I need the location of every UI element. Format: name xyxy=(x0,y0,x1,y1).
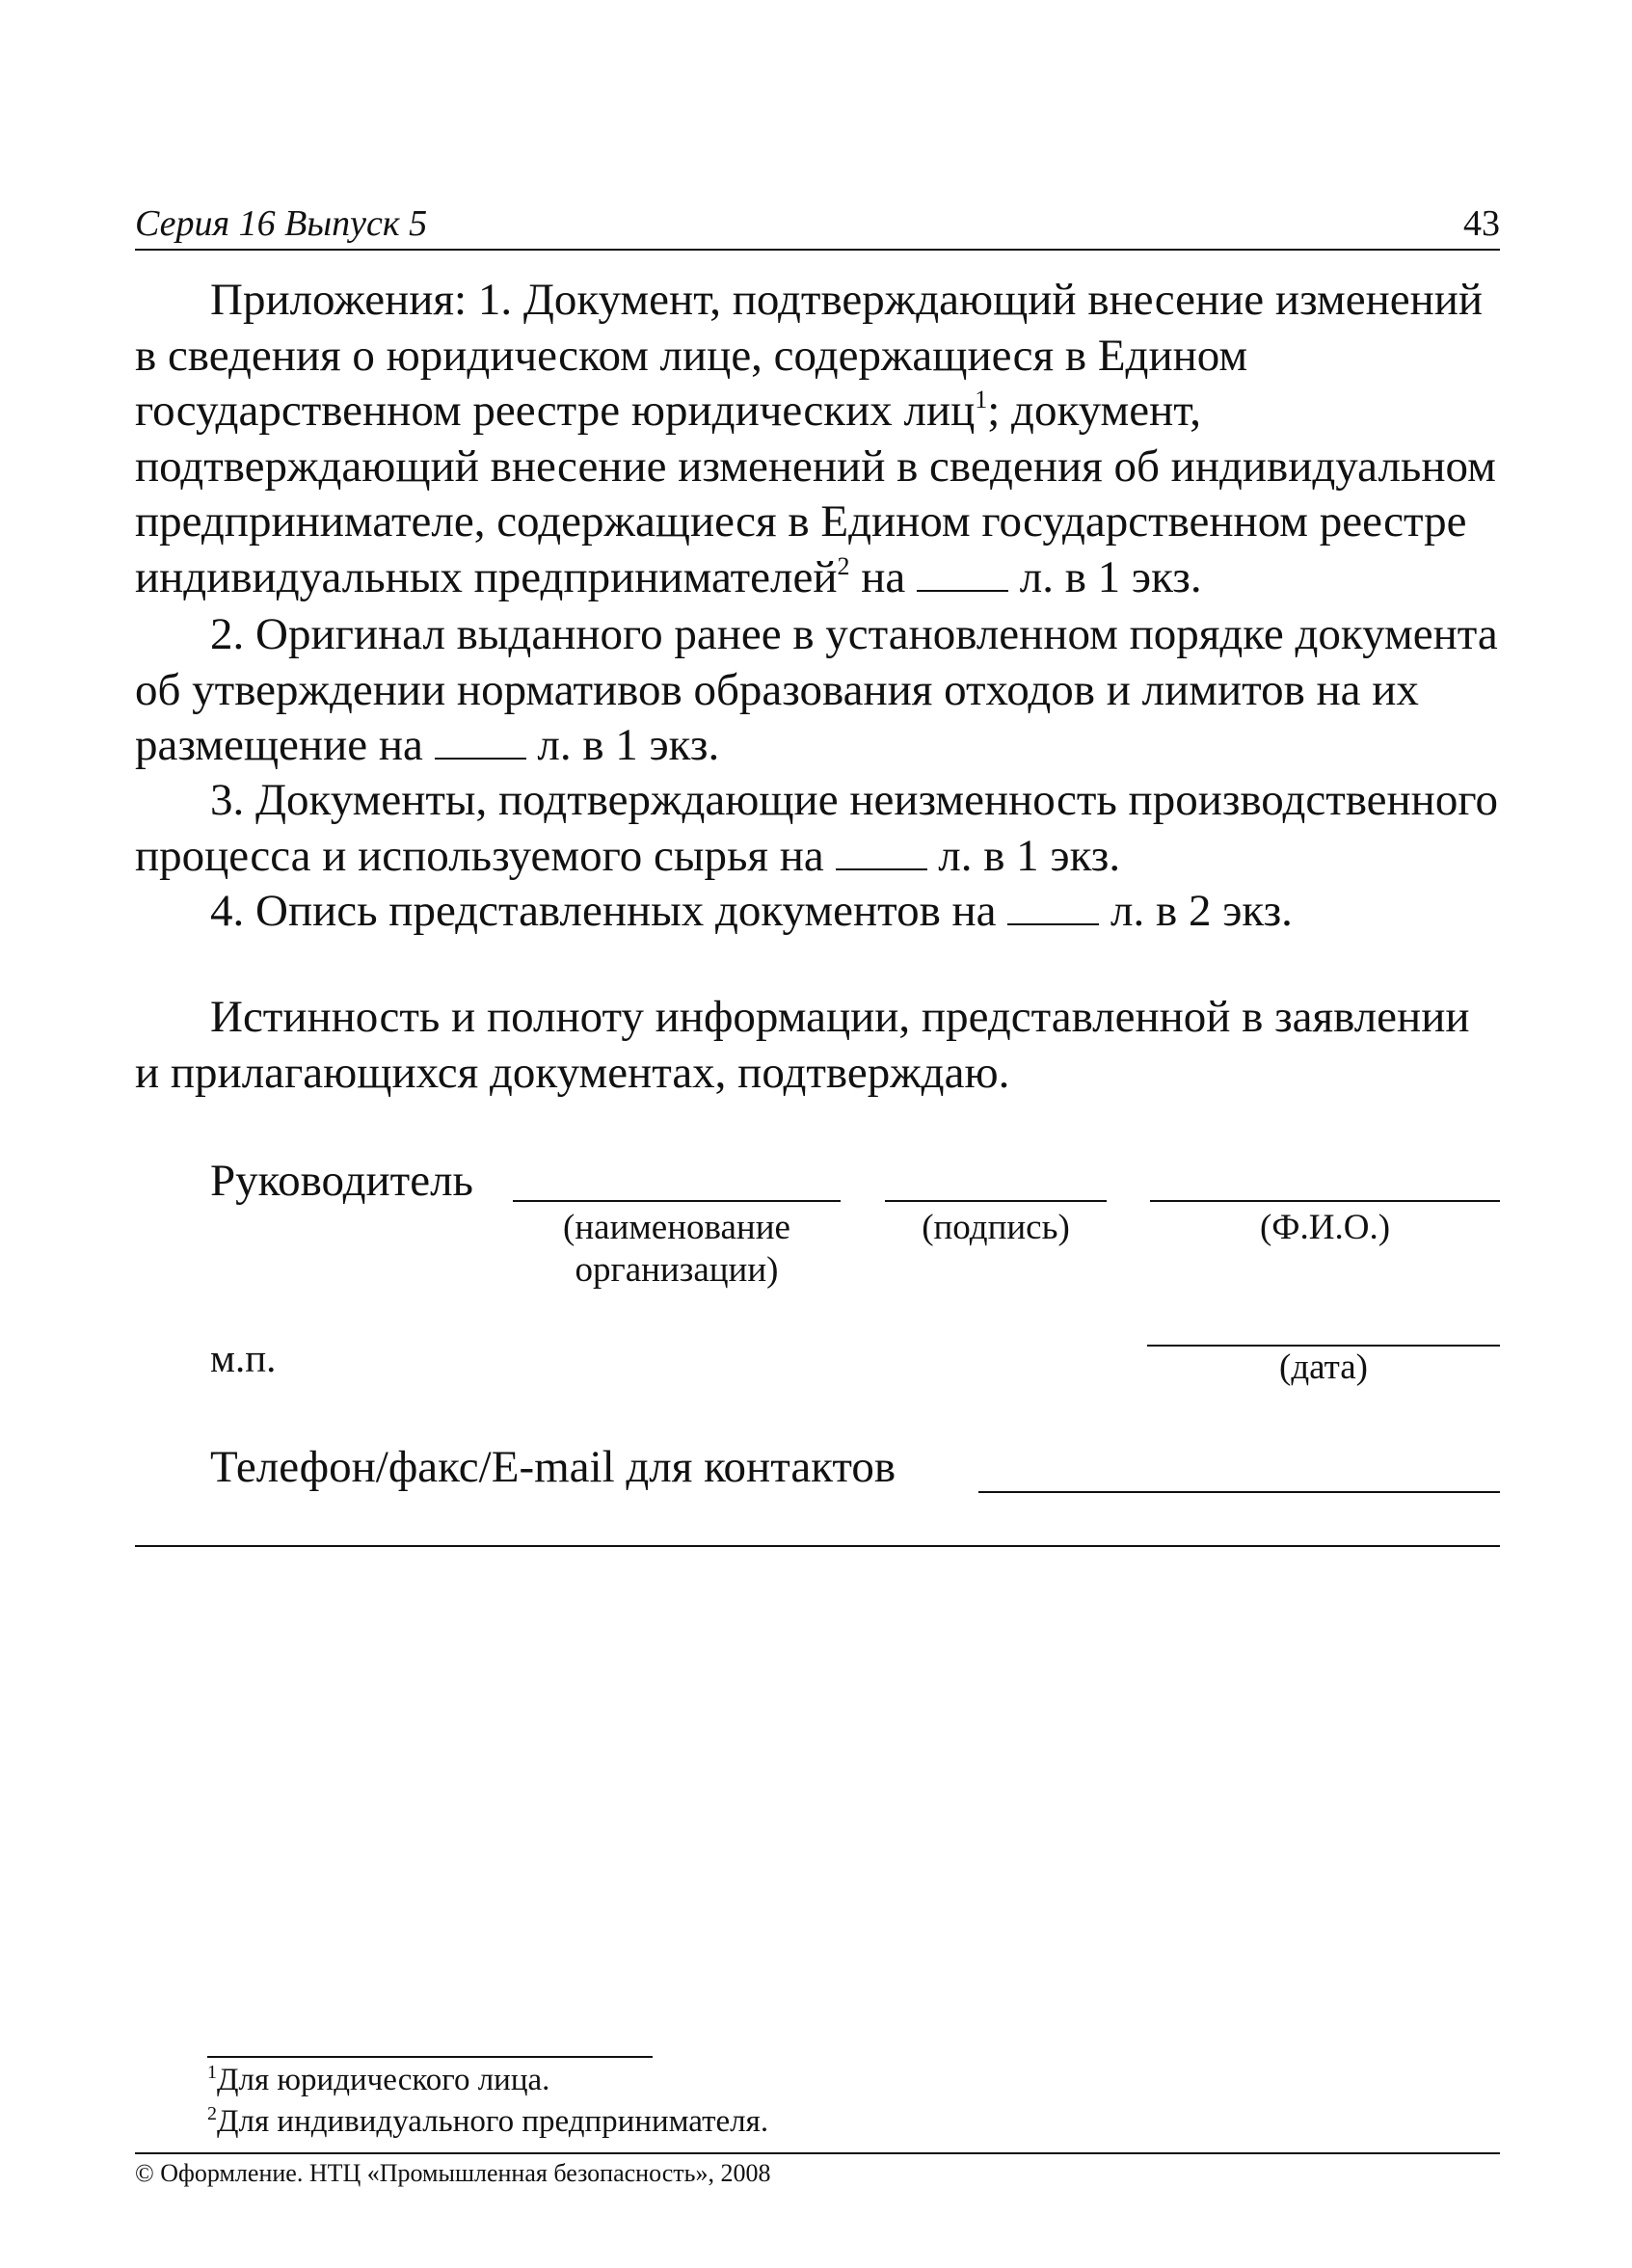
contacts-label: Телефон/факс/E-mail для контактов xyxy=(210,1442,896,1492)
footer-rule xyxy=(135,2152,1500,2154)
full-name-field[interactable] xyxy=(1150,1200,1500,1202)
attachment-item-2: 2. Оригинал выданного ранее в установленном порядке документа об утверждении нормативов образования отходов и лимитов на их размещение на л. в 1 экз. xyxy=(135,609,1498,770)
page-header xyxy=(135,199,1500,251)
contacts-field[interactable] xyxy=(978,1491,1500,1493)
stamp-label: м.п. xyxy=(210,1336,277,1380)
signature-field[interactable] xyxy=(885,1200,1107,1202)
footnote-ref-2: 2 xyxy=(837,551,850,580)
full-name-caption: (Ф.И.О.) xyxy=(1259,1208,1391,1247)
page-count-blank[interactable] xyxy=(1007,887,1099,925)
footnote-separator xyxy=(207,2056,653,2058)
footnote-2: $^2$Для индивидуального предпринимателя. xyxy=(207,2103,769,2139)
attachment-item-4: 4. Опись представленных документов на л. в 2 экз. xyxy=(210,886,1293,936)
page-count-blank[interactable] xyxy=(836,832,927,870)
organization-name-field[interactable] xyxy=(513,1200,841,1202)
head-label: Руководитель xyxy=(210,1156,473,1206)
footnote-1: $^1$Для юридического лица. xyxy=(207,2062,550,2097)
copyright-notice: © Оформление. НТЦ «Промышленная безопасность», 2008 xyxy=(135,2159,771,2187)
page-count-blank[interactable] xyxy=(917,553,1008,592)
signature-caption: (подпись) xyxy=(922,1208,1070,1247)
page-number: 43 xyxy=(1463,203,1500,244)
contacts-field-continuation[interactable] xyxy=(135,1545,1500,1547)
series-label: Серия 16 Выпуск 5 xyxy=(135,203,428,244)
attachment-item-1: Приложения: 1. Документ, подтверждающий внесение изменений в сведения о юридическом лице, содержащиеся в Едином государственном реестре юридических лиц$^1$; документ, подтверждающий внесение изменений в сведения об индивидуальном предпринимателе, содержащиеся в Едином государственном реестре индивидуальных предпринимателей$^2$ на л. в 1 экз. xyxy=(135,275,1496,602)
attachment-item-3: 3. Документы, подтверждающие неизменность производственного процесса и используемого сырья на л. в 1 экз. xyxy=(135,775,1498,881)
page-count-blank[interactable] xyxy=(435,721,526,760)
confirmation-text: Истинность и полноту информации, представленной в заявлении и прилагающихся документах, подтверждаю. xyxy=(135,992,1470,1098)
footnote-ref-1: 1 xyxy=(975,386,988,414)
date-caption: (дата) xyxy=(1279,1347,1368,1387)
organization-caption: (наименование организации) xyxy=(563,1208,790,1290)
